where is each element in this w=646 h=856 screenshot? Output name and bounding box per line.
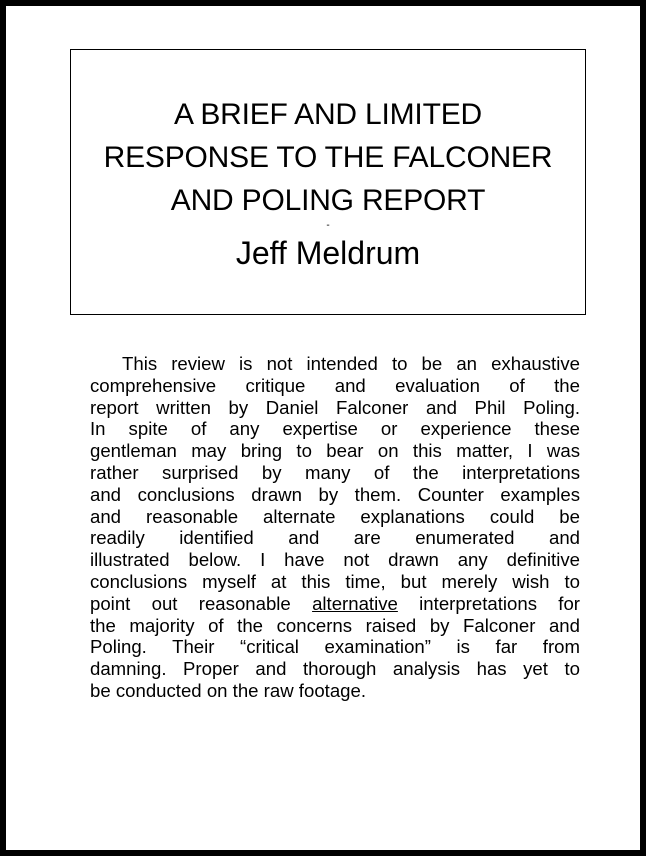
title-line: A BRIEF AND LIMITED xyxy=(174,98,482,131)
paragraph-line: Poling. Their “critical examination” is far from xyxy=(90,636,580,658)
line-text-before: point out reasonable xyxy=(90,592,313,614)
paragraph-line: rather surprised by many of the interpretations xyxy=(90,461,580,483)
paragraph-line: the majority of the concerns raised by Falconer and xyxy=(90,614,580,636)
paragraph-line: and conclusions drawn by them. Counter examples xyxy=(90,483,580,505)
paragraph-line: In spite of any expertise or experience these xyxy=(90,418,580,440)
paragraph-line: This review is not intended to be an exhaustive xyxy=(122,353,580,374)
paragraph-line: and reasonable alternate explanations could be xyxy=(90,505,580,527)
underlined-word: alternative xyxy=(312,592,398,614)
body-paragraph xyxy=(90,353,580,702)
title-line: RESPONSE TO THE FALCONER xyxy=(103,141,553,174)
paragraph-line: readily identified and are enumerated and xyxy=(90,527,580,549)
paragraph-line: report written by Daniel Falconer and Phil Poling. xyxy=(90,396,580,418)
paragraph-line: illustrated below. I have not drawn any definitive xyxy=(90,549,580,571)
paragraph-line: gentleman may bring to bear on this matter, I was xyxy=(90,440,580,462)
paragraph-line: comprehensive critique and evaluation of the xyxy=(90,374,580,396)
document-title xyxy=(71,93,585,222)
title-box xyxy=(70,49,586,315)
line-text-after: interpretations for xyxy=(397,592,581,614)
paragraph-line: be conducted on the raw footage. xyxy=(90,679,367,701)
title-line: AND POLING REPORT xyxy=(170,184,486,217)
paragraph-line: conclusions myself at this time, but merely wish to xyxy=(90,570,580,592)
title-separator: - xyxy=(326,220,330,231)
paragraph-line-with-underline xyxy=(90,593,580,615)
paragraph-line: damning. Proper and thorough analysis has yet to xyxy=(90,658,580,680)
author-name: Jeff Meldrum xyxy=(235,235,421,271)
